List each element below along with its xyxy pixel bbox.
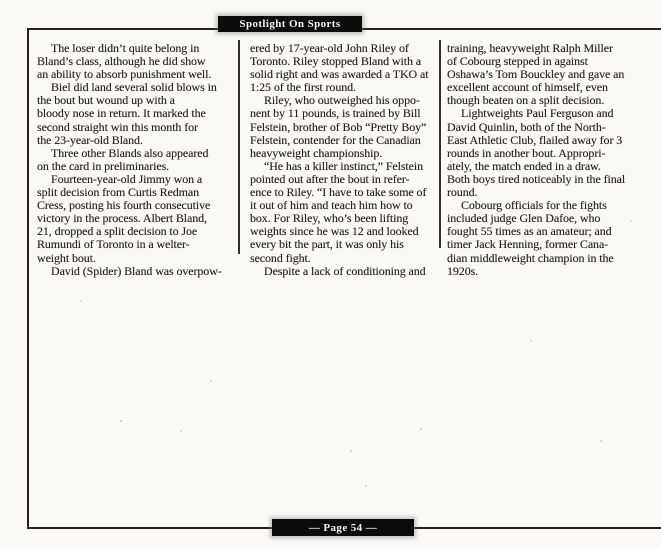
column-divider-1 bbox=[238, 40, 240, 254]
text-line: excellent account of himself, even bbox=[447, 80, 608, 95]
text-line: ence to Riley. “I have to take some of bbox=[250, 185, 427, 200]
text-line: East Athletic Club, flailed away for 3 bbox=[447, 132, 623, 147]
text-line: Cress, posting his fourth consecutive bbox=[37, 198, 211, 213]
footer-banner bbox=[272, 519, 414, 536]
text-line: timer Jack Henning, former Cana- bbox=[447, 237, 609, 252]
text-line: it out of him and teach him how to bbox=[250, 198, 413, 213]
text-line: 1:25 of the first round. bbox=[250, 80, 356, 95]
text-line: fought 55 times as an amateur; and bbox=[447, 224, 612, 239]
text-line: victory in the process. Albert Bland, bbox=[37, 211, 207, 226]
text-line: “He has a killer instinct,” Felstein bbox=[264, 158, 424, 173]
text-line: David (Spider) Bland was overpow- bbox=[51, 263, 222, 278]
text-line: dian middleweight champion in the bbox=[447, 250, 614, 265]
text-line: every bit the part, it was only his bbox=[250, 237, 404, 252]
text-line: Both boys tired noticeably in the final bbox=[447, 171, 626, 186]
text-line: 21, dropped a split decision to Joe bbox=[37, 224, 198, 239]
text-line: 1920s. bbox=[447, 263, 479, 278]
text-line: included judge Glen Dafoe, who bbox=[447, 211, 601, 226]
text-line: second straight win this month for bbox=[37, 119, 198, 134]
text-line: Fourteen-year-old Jimmy won a bbox=[51, 171, 203, 186]
text-line: rounds in another bout. Appropri- bbox=[447, 145, 606, 160]
text-line: Bland’s class, although he did show bbox=[37, 54, 206, 69]
text-line: weights since he was 12 and looked bbox=[250, 224, 419, 239]
text-line: Felstein, contender for the Canadian bbox=[250, 132, 421, 147]
article-column-3 bbox=[447, 42, 647, 278]
text-line: Toronto. Riley stopped Bland with a bbox=[250, 54, 421, 69]
text-line: Rumundi of Toronto in a welter- bbox=[37, 237, 190, 252]
text-line: round. bbox=[447, 185, 478, 200]
column-divider-2 bbox=[439, 40, 441, 248]
text-line: ately, the match ended in a draw. bbox=[447, 158, 601, 173]
header-banner-label: Spotlight On Sports bbox=[239, 18, 341, 30]
text-line: training, heavyweight Ralph Miller bbox=[447, 41, 613, 55]
article-column-2 bbox=[250, 42, 436, 278]
text-line: Oshawa’s Tom Bouckley and gave an bbox=[447, 67, 625, 82]
text-line: Felstein, brother of Bob “Pretty Boy” bbox=[250, 119, 427, 134]
footer-banner-label: — Page 54 — bbox=[308, 521, 378, 534]
text-line: Cobourg officials for the fights bbox=[461, 198, 607, 213]
text-line: solid right and was awarded a TKO at bbox=[250, 67, 429, 82]
header-banner bbox=[218, 16, 362, 32]
text-line: Lightweights Paul Ferguson and bbox=[461, 106, 614, 121]
text-line: David Quinlin, both of the North- bbox=[447, 119, 606, 134]
text-line: heavyweight championship. bbox=[250, 145, 383, 160]
text-line: Three other Blands also appeared bbox=[51, 145, 209, 160]
text-line: bloody nose in return. It marked the bbox=[37, 106, 206, 121]
text-line: box. For Riley, who’s been lifting bbox=[250, 211, 409, 226]
text-line: of Cobourg stepped in against bbox=[447, 54, 588, 69]
text-line: the bout but wound up with a bbox=[37, 93, 175, 108]
text-line: nent by 11 pounds, is trained by Bill bbox=[250, 106, 421, 121]
text-line: Biel did land several solid blows in bbox=[51, 80, 217, 95]
text-line: second fight. bbox=[250, 250, 311, 265]
text-line: on the card in preliminaries. bbox=[37, 158, 170, 173]
text-line: though beaten on a split decision. bbox=[447, 93, 605, 108]
text-line: split decision from Curtis Redman bbox=[37, 185, 200, 200]
text-line: Riley, who outweighed his oppo- bbox=[264, 93, 420, 108]
article-column-1 bbox=[37, 42, 234, 278]
text-line: the 23-year-old Bland. bbox=[37, 132, 143, 147]
text-line: an ability to absorb punishment well. bbox=[37, 67, 212, 82]
text-line: pointed out after the bout in refer- bbox=[250, 171, 410, 186]
text-line: The loser didn’t quite belong in bbox=[51, 41, 200, 55]
text-line: ered by 17-year-old John Riley of bbox=[250, 41, 409, 55]
text-line: Despite a lack of conditioning and bbox=[264, 263, 426, 278]
text-line: weight bout. bbox=[37, 250, 96, 265]
